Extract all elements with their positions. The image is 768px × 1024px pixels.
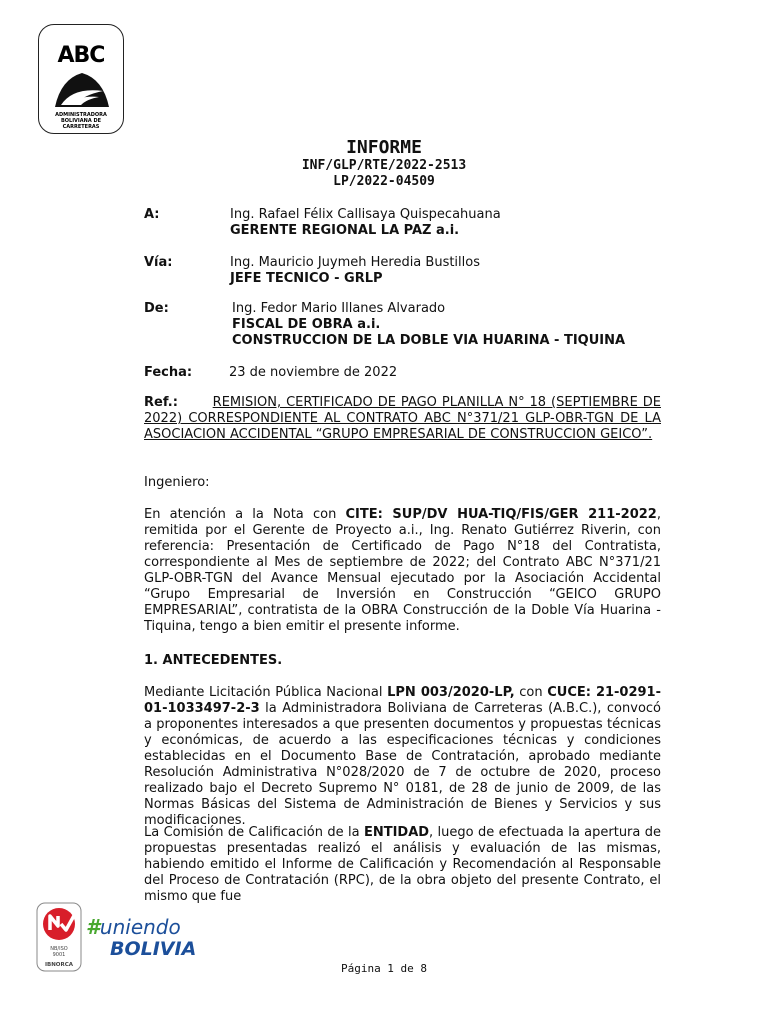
date-label: Fecha:: [144, 365, 193, 380]
antecedentes-paragraph-2: [144, 825, 661, 905]
via-name: Ing. Mauricio Juymeh Heredia Bustillos: [230, 255, 480, 270]
via-role: JEFE TECNICO - GRLP: [230, 271, 383, 286]
p1-text-1: Mediante Licitación Pública Nacional: [144, 685, 388, 700]
uniendo-bolivia-slogan: [86, 916, 196, 960]
p1-text-2: con: [514, 685, 548, 700]
from-role: FISCAL DE OBRA a.i.: [232, 317, 381, 332]
logo-abbr: ABC: [57, 43, 105, 68]
p1-cuce: CUCE: 21-0291-01-1033497-2-3: [144, 685, 662, 716]
p2-text-2: , luego de efectuada la apertura de propuestas presentadas realizó el análisis y evaluación de las mismas, habiendo emitido el Informe de Calificación y Recomendación al Responsable del Proceso de Contratación (RPC), de la obra objeto del presente Contrato, el mismo que fue: [144, 825, 661, 904]
p1-text-3: la Administradora Boliviana de Carreteras (A.B.C.), convocó a proponentes interesados a que presenten documentos y propuestas técnicas y económicas, de acuerdo a las especificaciones técnicas y condiciones establecidas en el Documento Base de Contratación, aprobado mediante Resolución Administrativa N°028/2020 de 7 de octubre de 2020, proceso realizado bajo el Decreto Supremo N° 0181, de 28 de junio de 2009, de las Normas Básicas del Sistema de Administración de Bienes y Servicios y sus modificaciones.: [144, 701, 661, 828]
ref-label: Ref.:: [144, 395, 178, 410]
slogan-line2: BOLIVIA: [110, 938, 197, 960]
intro-text-2: , remitida por el Gerente de Proyecto a.i., Ing. Renato Gutiérrez Riverin, con referencia: Presentación de Certificado de Pago N°18 del Contratista, correspondiente al Mes de septiembre de 2022; del Contrato ABC N°371/21 GLP-OBR-TGN del Avance Mensual ejecutado por la Asociación Accidental “Grupo Empresarial de Inversión en Construcción “GEICO GRUPO EMPRESARIAL”, contratista de la OBRA Construcción de la Doble Vía Huarina - Tiquina, tengo a bien emitir el presente informe.: [144, 507, 661, 634]
logo-subtitle: [39, 112, 123, 130]
ref-text: REMISION, CERTIFICADO DE PAGO PLANILLA N° 18 (SEPTIEMBRE DE 2022) CORRESPONDIENTE AL CONTRATO ABC N°371/21 GLP-OBR-TGN DE LA ASOCIACION ACCIDENTAL “GRUPO EMPRESARIAL DE CONSTRUCCION GEICO”.: [144, 395, 661, 442]
date-value: 23 de noviembre de 2022: [229, 365, 398, 380]
cert-line2: 9001: [52, 952, 66, 958]
p2-text-1: La Comisión de Calificación de la: [144, 825, 364, 840]
intro-text-1: En atención a la Nota con: [144, 507, 346, 522]
to-role: GERENTE REGIONAL LA PAZ a.i.: [230, 223, 460, 238]
via-label: Vía:: [144, 255, 173, 270]
section-heading-antecedentes: 1. ANTECEDENTES.: [144, 653, 283, 668]
report-title: INFORME: [346, 137, 422, 158]
logo-line2: BOLIVIANA DE: [60, 118, 102, 124]
report-process-code: LP/2022-04509: [333, 174, 435, 189]
slogan-hash: #: [86, 915, 100, 939]
from-label: De:: [144, 301, 169, 316]
report-header: [0, 138, 768, 190]
cert-line1: NB/ISO: [50, 946, 68, 952]
page-number: Página 1 de 8: [340, 962, 428, 975]
intro-cite: CITE: SUP/DV HUA-TIQ/FIS/GER 211-2022: [345, 507, 657, 522]
logo-line3: CARRETERAS: [62, 124, 100, 130]
report-code: INF/GLP/RTE/2022-2513: [301, 158, 467, 173]
p1-lpn: LPN 003/2020-LP,: [387, 685, 515, 700]
reference-paragraph: [144, 395, 661, 443]
road-emblem-icon: [53, 69, 111, 109]
from-project: CONSTRUCCION DE LA DOBLE VIA HUARINA - TIQUINA: [232, 333, 626, 348]
from-name: Ing. Fedor Mario Illanes Alvarado: [232, 301, 446, 316]
p2-entidad: ENTIDAD: [363, 825, 430, 840]
greeting: Ingeniero:: [144, 475, 210, 490]
logo-line1: ADMINISTRADORA: [55, 112, 107, 118]
to-name: Ing. Rafael Félix Callisaya Quispecahuana: [230, 207, 501, 222]
abc-logo: [38, 24, 124, 134]
slogan-line1: uniendo: [99, 915, 181, 939]
to-label: A:: [144, 207, 160, 222]
cert-line3: IBNORCA: [44, 962, 74, 968]
intro-paragraph: [144, 507, 661, 635]
antecedentes-paragraph-1: [144, 685, 661, 829]
